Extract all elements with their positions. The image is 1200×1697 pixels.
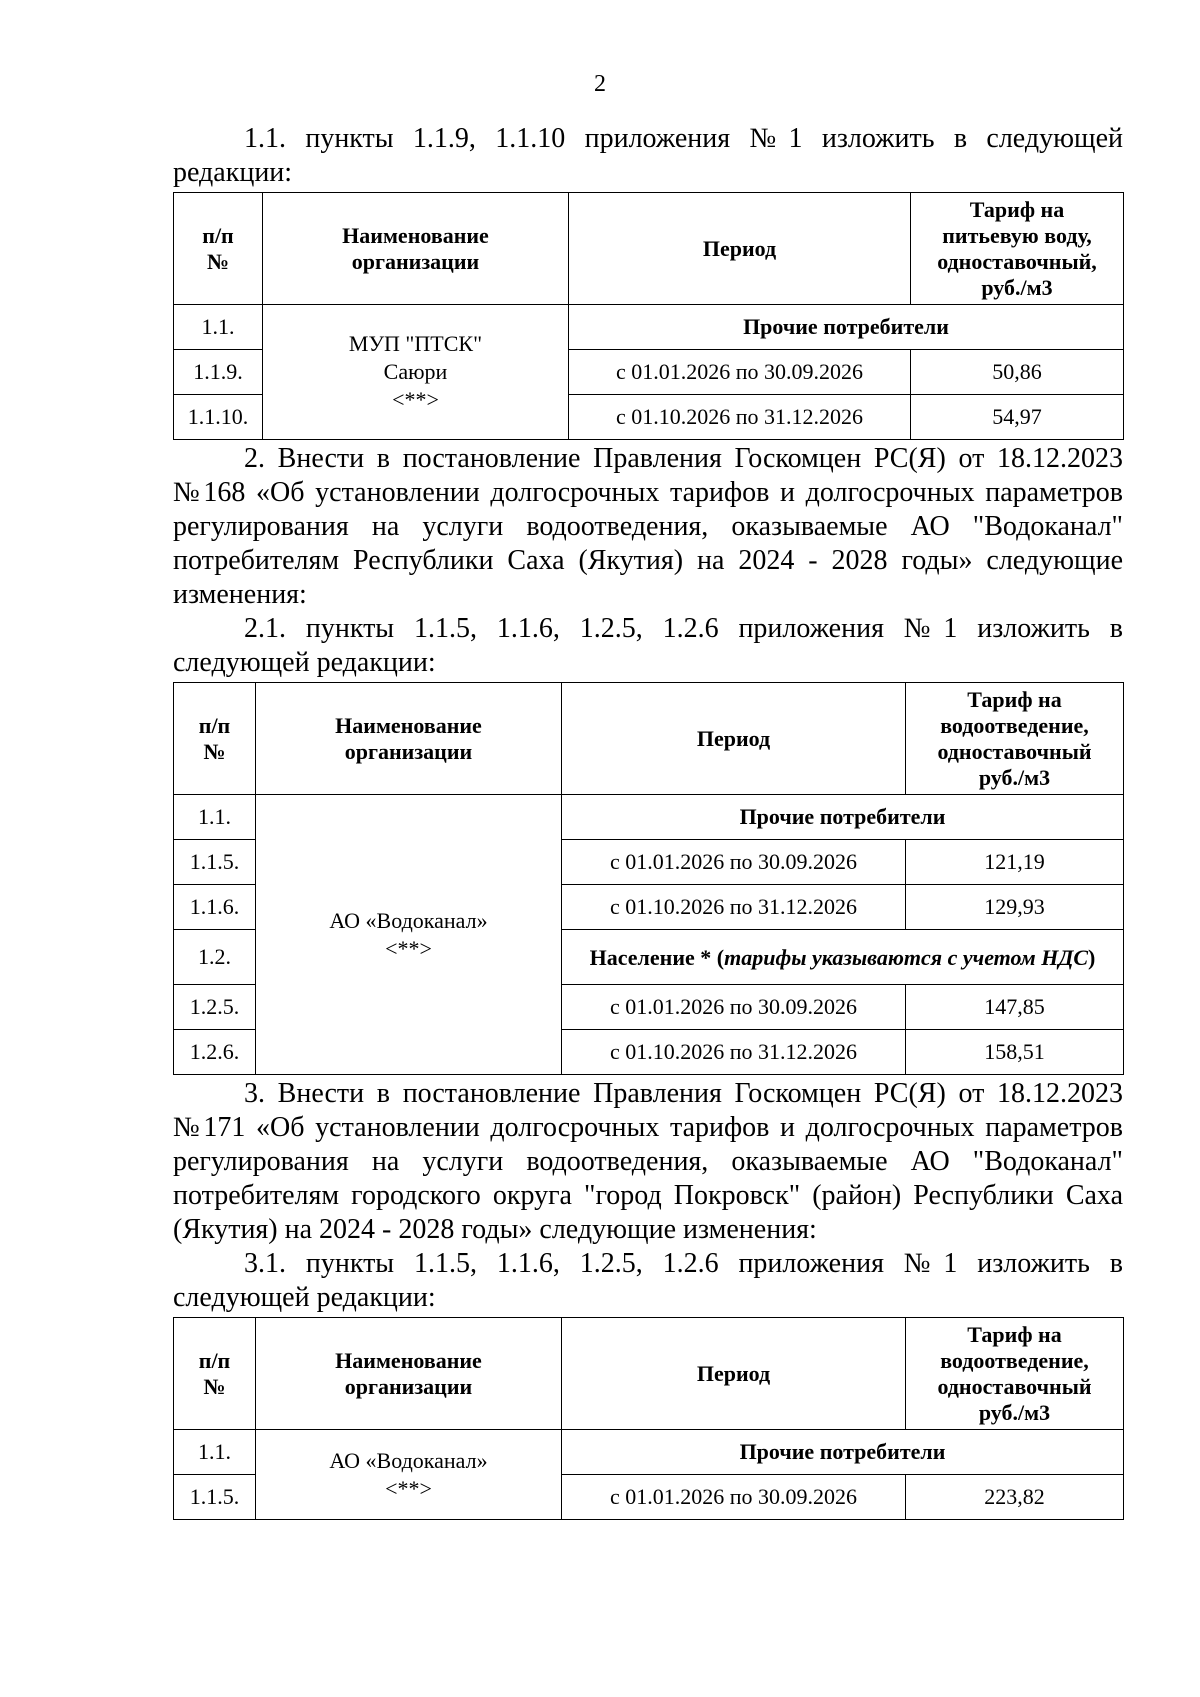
row-num: 1.2. — [174, 930, 256, 985]
header-num: п/п № — [174, 193, 263, 305]
row-num: 1.1. — [174, 1430, 256, 1475]
row-period: с 01.01.2026 по 30.09.2026 — [562, 1475, 906, 1520]
row-num: 1.1.9. — [174, 350, 263, 395]
row-value: 129,93 — [906, 885, 1124, 930]
row-num: 1.1. — [174, 795, 256, 840]
table-row — [174, 305, 1124, 350]
header-num: п/п № — [174, 683, 256, 795]
header-tariff: Тариф на питьевую воду, одноставочный, руб./м3 — [911, 193, 1124, 305]
header-org: Наименование организации — [256, 683, 562, 795]
row-period: с 01.10.2026 по 31.12.2026 — [562, 1030, 906, 1075]
group-label: Прочие потребители — [562, 1430, 1124, 1475]
paragraph-2-1: 2.1. пункты 1.1.5, 1.1.6, 1.2.5, 1.2.6 приложения №1 изложить в следующей редакции: — [173, 613, 1123, 678]
header-org: Наименование организации — [263, 193, 569, 305]
row-value: 121,19 — [906, 840, 1124, 885]
tariff-table-2 — [173, 682, 1124, 1075]
org-name-cell: АО «Водоканал» <**> — [256, 1430, 562, 1520]
row-value: 158,51 — [906, 1030, 1124, 1075]
row-num: 1.2.6. — [174, 1030, 256, 1075]
row-value: 54,97 — [911, 395, 1124, 440]
header-tariff: Тариф на водоотведение, одноставочный руб./м3 — [906, 1318, 1124, 1430]
row-num: 1.1.5. — [174, 840, 256, 885]
row-value: 147,85 — [906, 985, 1124, 1030]
org-name-cell: МУП "ПТСК" Саюри <**> — [263, 305, 569, 440]
table-row — [174, 1430, 1124, 1475]
org-name-cell: АО «Водоканал» <**> — [256, 795, 562, 1075]
paragraph-1-1: 1.1. пункты 1.1.9, 1.1.10 приложения №1 изложить в следующей редакции: — [173, 123, 1123, 188]
row-num: 1.1.5. — [174, 1475, 256, 1520]
document-body — [173, 122, 1123, 1522]
row-num: 1.1.10. — [174, 395, 263, 440]
row-period: с 01.01.2026 по 30.09.2026 — [562, 840, 906, 885]
paragraph-3-1: 3.1. пункты 1.1.5, 1.1.6, 1.2.5, 1.2.6 приложения №1 изложить в следующей редакции: — [173, 1248, 1123, 1313]
header-period: Период — [562, 1318, 906, 1430]
row-period: с 01.10.2026 по 31.12.2026 — [562, 885, 906, 930]
paragraph-3: 3. Внести в постановление Правления Госкомцен РС(Я) от 18.12.2023 №171 «Об установлении долгосрочных тарифов и долгосрочных параметров регулирования на услуги водоотведения, оказываемые АО "Водоканал" потребителям городского округа "город Покровск" (район) Республики Саха (Якутия) на 2024 - 2028 годы» следующие изменения: — [173, 1078, 1123, 1245]
row-period: с 01.10.2026 по 31.12.2026 — [569, 395, 911, 440]
table-row — [174, 795, 1124, 840]
header-tariff: Тариф на водоотведение, одноставочный руб./м3 — [906, 683, 1124, 795]
group-label: Прочие потребители — [562, 795, 1124, 840]
header-num: п/п № — [174, 1318, 256, 1430]
tariff-table-1 — [173, 192, 1124, 440]
header-org: Наименование организации — [256, 1318, 562, 1430]
table-header-row — [174, 1318, 1124, 1430]
row-num: 1.1. — [174, 305, 263, 350]
row-num: 1.2.5. — [174, 985, 256, 1030]
page-number: 2 — [594, 71, 606, 97]
tariff-table-3 — [173, 1317, 1124, 1520]
group-label: Население * (тарифы указываются с учетом НДС) — [562, 930, 1124, 985]
table-header-row — [174, 683, 1124, 795]
table-header-row — [174, 193, 1124, 305]
group-label: Прочие потребители — [569, 305, 1124, 350]
header-period: Период — [569, 193, 911, 305]
header-period: Период — [562, 683, 906, 795]
row-value: 50,86 — [911, 350, 1124, 395]
row-period: с 01.01.2026 по 30.09.2026 — [569, 350, 911, 395]
row-num: 1.1.6. — [174, 885, 256, 930]
paragraph-2: 2. Внести в постановление Правления Госкомцен РС(Я) от 18.12.2023 №168 «Об установлении долгосрочных тарифов и долгосрочных параметров регулирования на услуги водоотведения, оказываемые АО "Водоканал" потребителям Республики Саха (Якутия) на 2024 - 2028 годы» следующие изменения: — [173, 443, 1123, 610]
row-value: 223,82 — [906, 1475, 1124, 1520]
row-period: с 01.01.2026 по 30.09.2026 — [562, 985, 906, 1030]
